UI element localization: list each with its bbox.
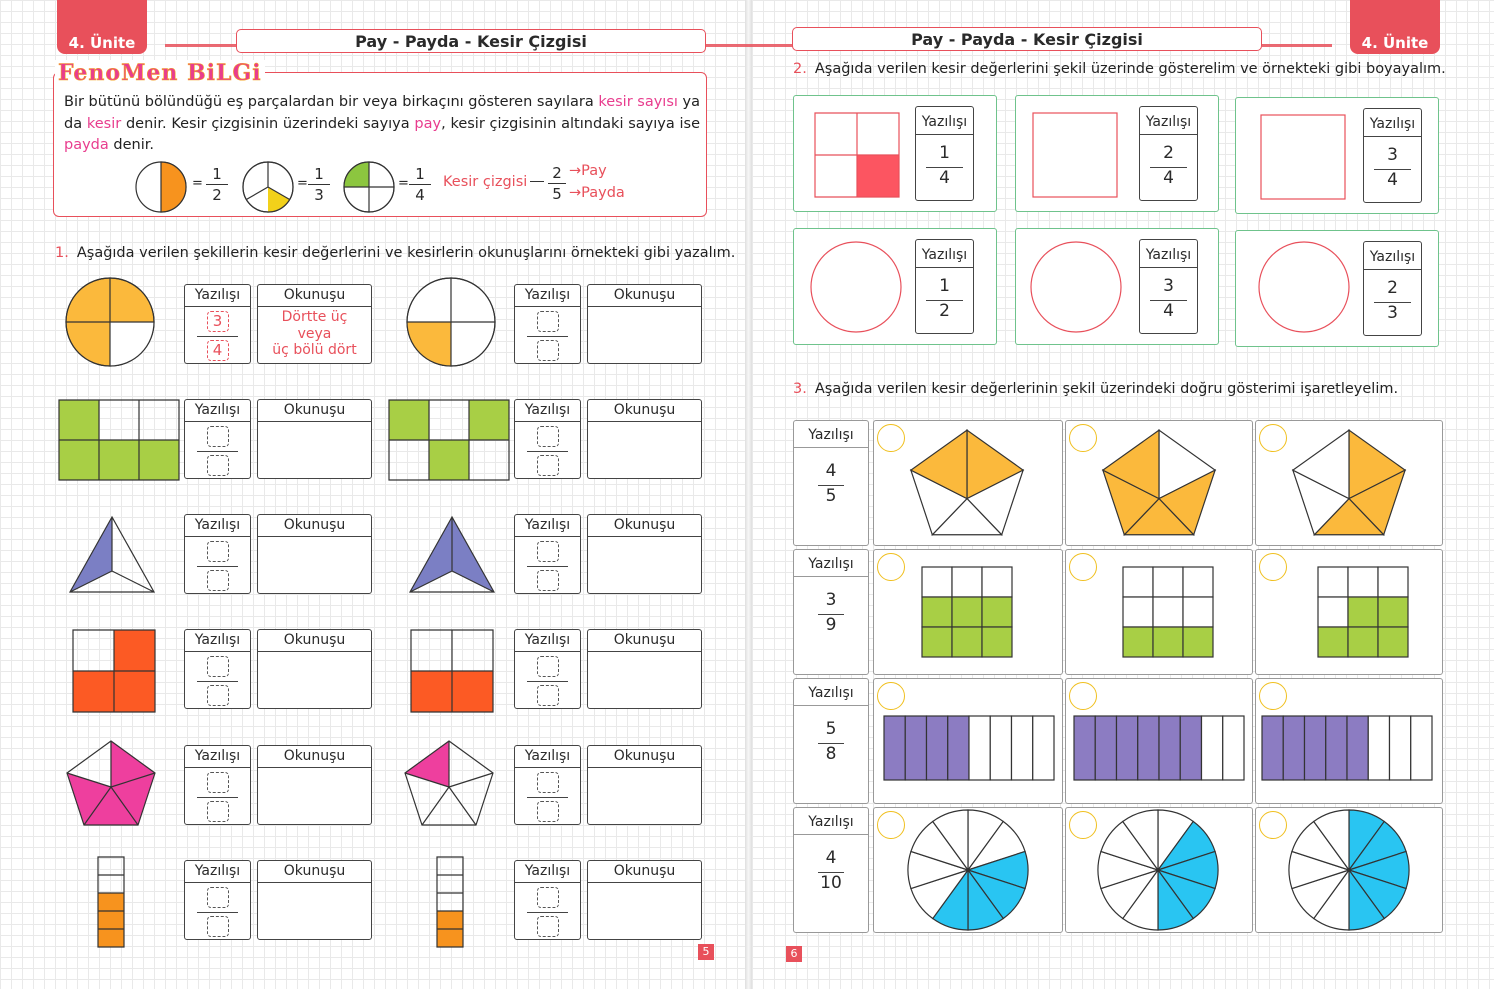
okunusu-label: Okunuşu bbox=[258, 400, 371, 422]
grid-cell bbox=[922, 567, 952, 597]
fraction-bar bbox=[197, 797, 239, 798]
yazilisi-box[interactable] bbox=[514, 745, 581, 825]
title-rule-center bbox=[706, 44, 794, 47]
grid-green-shape-2 bbox=[389, 400, 509, 480]
yazilisi-label: Yazılışı bbox=[185, 400, 250, 422]
okunusu-label: Okunuşu bbox=[258, 861, 371, 883]
numerator-input[interactable] bbox=[207, 656, 229, 677]
grid-cell bbox=[1153, 627, 1183, 657]
pentagon-option-3 bbox=[1288, 427, 1410, 549]
yazilisi-box[interactable] bbox=[514, 399, 581, 479]
yazilisi-label: Yazılışı bbox=[515, 746, 580, 768]
pentagon-option-1 bbox=[906, 427, 1028, 549]
bar-cell bbox=[884, 716, 905, 780]
bar-cell bbox=[1326, 716, 1347, 780]
question-3: 3. Aşağıda verilen kesir değerlerinin şekil üzerindeki doğru gösterimi işaretleyelim. bbox=[793, 381, 1399, 397]
okunusu-label: Okunuşu bbox=[588, 515, 701, 537]
example-fraction-quarter: 1 4 bbox=[409, 164, 431, 205]
empty-square-shape-1 bbox=[1033, 113, 1117, 197]
q2-yazilisi-box bbox=[1363, 241, 1422, 336]
q2-numerator: 3 bbox=[1163, 276, 1174, 296]
page-gutter bbox=[745, 0, 752, 989]
bar-cell bbox=[1138, 716, 1159, 780]
bar-cell bbox=[990, 716, 1011, 780]
q3-numerator: 3 bbox=[825, 590, 837, 610]
third-circle-icon bbox=[241, 160, 295, 214]
grid-cell bbox=[1183, 567, 1213, 597]
okunusu-label: Okunuşu bbox=[258, 515, 371, 537]
example-fraction-pay-payda: 2 5 bbox=[548, 163, 566, 204]
empty-square-shape-2 bbox=[1261, 115, 1345, 199]
grid-green-shape-1 bbox=[59, 400, 179, 480]
pie-option-3 bbox=[1287, 808, 1411, 932]
grid-option-1 bbox=[922, 567, 1012, 657]
q3-yazilisi-box bbox=[793, 549, 869, 675]
q2-denominator: 2 bbox=[939, 301, 950, 321]
okunusu-label: Okunuşu bbox=[588, 861, 701, 883]
page-title-left: Pay - Payda - Kesir Çizgisi bbox=[236, 29, 706, 53]
pie-option-2 bbox=[1096, 808, 1220, 932]
yazilisi-label: Yazılışı bbox=[185, 515, 250, 537]
grid-cell bbox=[982, 567, 1012, 597]
pentagon-magenta-shape-1 bbox=[66, 741, 156, 827]
fraction-bar bbox=[197, 566, 239, 567]
yazilisi-label: Yazılışı bbox=[794, 679, 868, 706]
circle-three-quarters-shape bbox=[64, 278, 156, 370]
unit-badge-right: 4. Ünite bbox=[1350, 0, 1440, 54]
q2-denominator: 4 bbox=[939, 168, 950, 188]
denominator-input[interactable] bbox=[537, 916, 559, 937]
okunusu-answer-box[interactable] bbox=[587, 745, 702, 825]
q2-denominator: 4 bbox=[1163, 168, 1174, 188]
q3-numerator: 4 bbox=[825, 461, 837, 481]
fraction-bar bbox=[527, 566, 569, 567]
denominator-input[interactable] bbox=[207, 685, 229, 706]
numerator-input[interactable] bbox=[537, 541, 559, 562]
yazilisi-label: Yazılışı bbox=[1364, 242, 1421, 270]
yazilisi-box[interactable] bbox=[184, 514, 251, 594]
grid-cell bbox=[1348, 627, 1378, 657]
pentagon-option-2 bbox=[1098, 427, 1220, 549]
numerator-input[interactable] bbox=[537, 887, 559, 908]
title-rule-right bbox=[1262, 44, 1332, 47]
okunusu-label: Okunuşu bbox=[258, 630, 371, 652]
yazilisi-label: Yazılışı bbox=[515, 861, 580, 883]
q3-denominator: 10 bbox=[820, 873, 842, 893]
okunusu-label: Okunuşu bbox=[588, 400, 701, 422]
yazilisi-box[interactable] bbox=[514, 284, 581, 364]
numerator-input[interactable] bbox=[207, 772, 229, 793]
okunusu-answer-box[interactable] bbox=[587, 514, 702, 594]
grid-cell bbox=[1318, 597, 1348, 627]
yazilisi-label: Yazılışı bbox=[185, 861, 250, 883]
bar-cell bbox=[1180, 716, 1201, 780]
page-number-right: 6 bbox=[786, 946, 802, 962]
yazilisi-label: Yazılışı bbox=[515, 285, 580, 307]
square-red-shape-2 bbox=[411, 630, 493, 712]
bar-cell bbox=[969, 716, 990, 780]
grid-cell bbox=[1348, 597, 1378, 627]
equals-sign: = bbox=[398, 176, 409, 191]
fraction-bar bbox=[197, 681, 239, 682]
pay-label: →Pay bbox=[569, 163, 607, 179]
bar-cell bbox=[1095, 716, 1116, 780]
empty-circle-shape-1 bbox=[809, 240, 903, 334]
question-2: 2. Aşağıda verilen kesir değerlerini şekil üzerinde gösterelim ve örnekteki gibi boyayalım. bbox=[793, 61, 1446, 77]
numerator-input[interactable] bbox=[537, 772, 559, 793]
yazilisi-label: Yazılışı bbox=[185, 630, 250, 652]
grid-cell bbox=[922, 627, 952, 657]
okunusu-label: Okunuşu bbox=[588, 630, 701, 652]
page-number-left: 5 bbox=[698, 944, 714, 960]
grid-cell bbox=[982, 597, 1012, 627]
bar-cell bbox=[905, 716, 926, 780]
grid-cell bbox=[1153, 597, 1183, 627]
denominator-input[interactable] bbox=[207, 916, 229, 937]
answer-radio[interactable] bbox=[1259, 424, 1287, 452]
bar-cell bbox=[1074, 716, 1095, 780]
yazilisi-label: Yazılışı bbox=[1140, 240, 1197, 268]
payda-label: →Payda bbox=[569, 185, 625, 201]
fraction-bar bbox=[527, 681, 569, 682]
bar-cell bbox=[1411, 716, 1432, 780]
square-quarter-shape bbox=[815, 113, 899, 197]
title-rule-left bbox=[165, 44, 237, 47]
q3-yazilisi-box bbox=[793, 807, 869, 933]
yazilisi-label: Yazılışı bbox=[916, 107, 973, 135]
okunusu-answer-box[interactable] bbox=[257, 629, 372, 709]
grid-cell bbox=[1378, 567, 1408, 597]
yazilisi-label: Yazılışı bbox=[794, 550, 868, 577]
grid-cell bbox=[1123, 627, 1153, 657]
q3-denominator: 8 bbox=[825, 744, 837, 764]
empty-circle-shape-3 bbox=[1257, 240, 1351, 334]
grid-cell bbox=[1318, 627, 1348, 657]
okunusu-answer-box[interactable] bbox=[257, 745, 372, 825]
equals-sign: = bbox=[192, 176, 203, 191]
denominator-input[interactable] bbox=[537, 570, 559, 591]
yazilisi-box[interactable] bbox=[184, 399, 251, 479]
example-fraction-third: 1 3 bbox=[308, 164, 330, 205]
q2-numerator: 1 bbox=[939, 143, 950, 163]
denominator-input[interactable] bbox=[207, 801, 229, 822]
yazilisi-label: Yazılışı bbox=[515, 515, 580, 537]
bar-cell bbox=[1347, 716, 1368, 780]
bar-cell bbox=[927, 716, 948, 780]
grid-cell bbox=[1183, 627, 1213, 657]
answer-radio[interactable] bbox=[1069, 553, 1097, 581]
okunusu-box-example bbox=[257, 284, 372, 364]
q2-yazilisi-box bbox=[915, 239, 974, 334]
q3-yazilisi-box bbox=[793, 420, 869, 546]
numerator-input[interactable] bbox=[537, 656, 559, 677]
q3-denominator: 9 bbox=[825, 615, 837, 635]
okunusu-answer-box[interactable] bbox=[257, 399, 372, 479]
pie-option-1 bbox=[906, 808, 1030, 932]
bar-cell bbox=[1202, 716, 1223, 780]
yazilisi-label: Yazılışı bbox=[794, 421, 868, 448]
fraction-bar bbox=[197, 451, 239, 452]
bar-cell bbox=[1033, 716, 1054, 780]
numerator-input[interactable] bbox=[207, 426, 229, 447]
bar-cell bbox=[1390, 716, 1411, 780]
okunusu-answer-box[interactable] bbox=[587, 629, 702, 709]
bar-cell bbox=[1305, 716, 1326, 780]
yazilisi-label: Yazılışı bbox=[515, 400, 580, 422]
grid-cell bbox=[1153, 567, 1183, 597]
grid-cell bbox=[1348, 567, 1378, 597]
example-denominator: 4 bbox=[207, 340, 229, 361]
grid-cell bbox=[1378, 597, 1408, 627]
bar-cell bbox=[1117, 716, 1138, 780]
okunusu-label: Okunuşu bbox=[258, 285, 371, 307]
grid-cell bbox=[1378, 627, 1408, 657]
circle-one-quarter-shape bbox=[405, 278, 497, 370]
arrow-left-icon bbox=[530, 181, 544, 182]
denominator-input[interactable] bbox=[537, 685, 559, 706]
grid-cell bbox=[952, 567, 982, 597]
okunusu-label: Okunuşu bbox=[258, 746, 371, 768]
pentagon-magenta-shape-2 bbox=[404, 741, 494, 827]
yazilisi-box[interactable] bbox=[184, 745, 251, 825]
grid-option-3 bbox=[1318, 567, 1408, 657]
q2-yazilisi-box bbox=[1139, 106, 1198, 201]
grid-cell bbox=[1318, 567, 1348, 597]
answer-radio[interactable] bbox=[877, 811, 905, 839]
grid-cell bbox=[1123, 597, 1153, 627]
q3-numerator: 4 bbox=[825, 848, 837, 868]
half-circle-icon bbox=[134, 160, 188, 214]
okunusu-label: Okunuşu bbox=[588, 285, 701, 307]
bar-cell bbox=[1012, 716, 1033, 780]
brand-logo: FenoMen BiLGi bbox=[55, 60, 265, 86]
yazilisi-box[interactable] bbox=[184, 629, 251, 709]
fraction-bar bbox=[197, 912, 239, 913]
q3-numerator: 5 bbox=[825, 719, 837, 739]
example-numerator: 3 bbox=[207, 311, 229, 332]
page-title-right: Pay - Payda - Kesir Çizgisi bbox=[792, 27, 1262, 51]
fraction-bar bbox=[527, 797, 569, 798]
q3-denominator: 5 bbox=[825, 486, 837, 506]
yazilisi-label: Yazılışı bbox=[794, 808, 868, 835]
denominator-input[interactable] bbox=[207, 570, 229, 591]
denominator-input[interactable] bbox=[207, 455, 229, 476]
yazilisi-label: Yazılışı bbox=[185, 746, 250, 768]
q2-numerator: 1 bbox=[939, 276, 950, 296]
grid-cell bbox=[922, 597, 952, 627]
bar-cell bbox=[948, 716, 969, 780]
answer-radio[interactable] bbox=[1259, 682, 1287, 710]
q2-yazilisi-box bbox=[915, 106, 974, 201]
okunusu-answer-box[interactable] bbox=[257, 514, 372, 594]
yazilisi-label: Yazılışı bbox=[185, 285, 250, 307]
fraction-bar bbox=[527, 451, 569, 452]
yazilisi-box[interactable] bbox=[514, 860, 581, 940]
q2-yazilisi-box bbox=[1363, 108, 1422, 203]
yazilisi-label: Yazılışı bbox=[1140, 107, 1197, 135]
okunusu-answer-box[interactable] bbox=[257, 860, 372, 940]
yazilisi-box[interactable] bbox=[514, 629, 581, 709]
grid-cell bbox=[982, 627, 1012, 657]
answer-radio[interactable] bbox=[877, 553, 905, 581]
fraction-bar bbox=[527, 336, 569, 337]
bar-option-2 bbox=[1074, 716, 1244, 780]
empty-circle-shape-2 bbox=[1029, 240, 1123, 334]
denominator-input[interactable] bbox=[537, 455, 559, 476]
answer-radio[interactable] bbox=[1069, 424, 1097, 452]
answer-radio[interactable] bbox=[1069, 811, 1097, 839]
square-red-shape-1 bbox=[73, 630, 155, 712]
numerator-input[interactable] bbox=[537, 311, 559, 332]
denominator-input[interactable] bbox=[537, 801, 559, 822]
okunusu-label: Okunuşu bbox=[588, 746, 701, 768]
question-1: 1. Aşağıda verilen şekillerin kesir değerlerini ve kesirlerin okunuşlarını örnekteki gibi yazalım. bbox=[55, 245, 736, 261]
numerator-input[interactable] bbox=[207, 541, 229, 562]
example-fraction-half: 1 2 bbox=[206, 164, 228, 205]
q2-numerator: 3 bbox=[1387, 145, 1398, 165]
bar-option-1 bbox=[884, 716, 1054, 780]
grid-cell bbox=[1123, 567, 1153, 597]
fraction-line-label: Kesir çizgisi bbox=[443, 174, 528, 190]
answer-radio[interactable] bbox=[1259, 553, 1287, 581]
answer-radio[interactable] bbox=[877, 682, 905, 710]
numerator-input[interactable] bbox=[207, 887, 229, 908]
bar-option-3 bbox=[1262, 716, 1432, 780]
bar-orange-shape-1 bbox=[98, 857, 124, 947]
example-reading: Dörtte üç veya üç bölü dört bbox=[272, 309, 357, 358]
yazilisi-label: Yazılışı bbox=[916, 240, 973, 268]
q2-denominator: 4 bbox=[1163, 301, 1174, 321]
yazilisi-box[interactable] bbox=[184, 860, 251, 940]
bar-cell bbox=[1262, 716, 1283, 780]
quarter-circle-icon bbox=[342, 160, 396, 214]
okunusu-answer-box[interactable] bbox=[587, 284, 702, 364]
unit-badge-left: 4. Ünite bbox=[57, 0, 147, 54]
equals-sign: = bbox=[297, 176, 308, 191]
grid-cell bbox=[1183, 597, 1213, 627]
bar-cell bbox=[1368, 716, 1389, 780]
q2-numerator: 2 bbox=[1387, 278, 1398, 298]
triangle-shape-2 bbox=[410, 517, 494, 593]
triangle-shape-1 bbox=[70, 517, 154, 593]
yazilisi-label: Yazılışı bbox=[1364, 109, 1421, 137]
bar-cell bbox=[1223, 716, 1244, 780]
q3-yazilisi-box bbox=[793, 678, 869, 804]
okunusu-answer-box[interactable] bbox=[587, 399, 702, 479]
yazilisi-box[interactable] bbox=[514, 514, 581, 594]
answer-radio[interactable] bbox=[877, 424, 905, 452]
answer-radio[interactable] bbox=[1069, 682, 1097, 710]
fraction-bar bbox=[527, 912, 569, 913]
denominator-input[interactable] bbox=[537, 340, 559, 361]
grid-cell bbox=[952, 597, 982, 627]
okunusu-answer-box[interactable] bbox=[587, 860, 702, 940]
yazilisi-label: Yazılışı bbox=[515, 630, 580, 652]
q2-numerator: 2 bbox=[1163, 143, 1174, 163]
answer-radio[interactable] bbox=[1259, 811, 1287, 839]
bar-cell bbox=[1283, 716, 1304, 780]
info-definition: Bir bütünü bölündüğü eş parçalardan bir veya birkaçını gösteren sayılara kesir sayısı ya da kesir denir. Kesir çizgisinin üzerindeki sayıya pay, kesir çizgisinin altındaki sayıya ise payda denir. bbox=[64, 94, 701, 153]
q2-denominator: 3 bbox=[1387, 303, 1398, 323]
bar-orange-shape-2 bbox=[437, 857, 463, 947]
grid-option-2 bbox=[1123, 567, 1213, 657]
yazilisi-box-example bbox=[184, 284, 251, 364]
q2-yazilisi-box bbox=[1139, 239, 1198, 334]
bar-cell bbox=[1159, 716, 1180, 780]
grid-cell bbox=[952, 627, 982, 657]
numerator-input[interactable] bbox=[537, 426, 559, 447]
q2-denominator: 4 bbox=[1387, 170, 1398, 190]
